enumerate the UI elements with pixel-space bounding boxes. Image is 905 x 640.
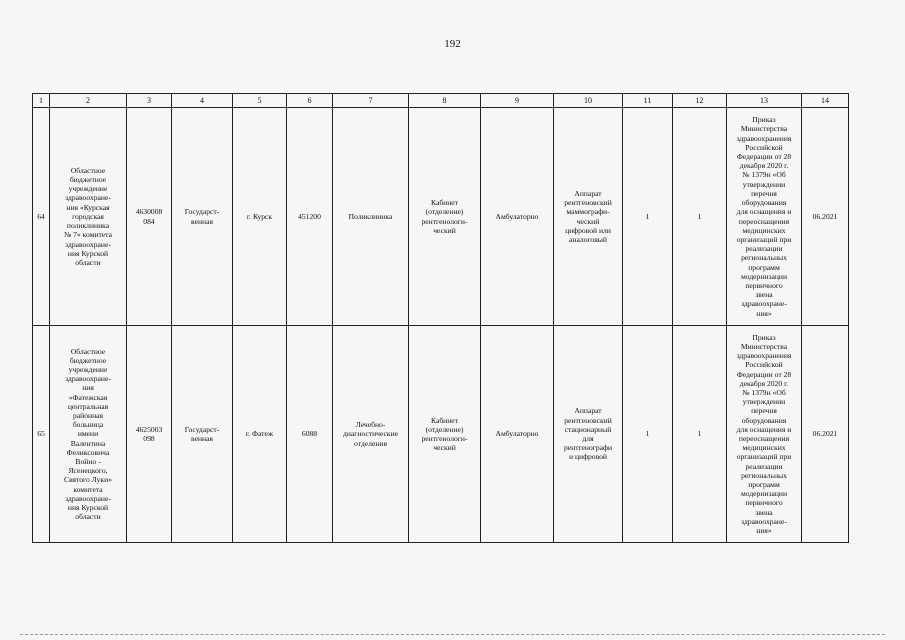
population-cell: 6088 [287, 326, 333, 543]
organization-cell: Областное бюджетное учреждение здравоохране- ния «Фатежская центральная районная больница имени Валентина Феликсовича Войно - Ясенецкого, Святого Луки» комитета здравоохране- ния Курской области [50, 326, 127, 543]
column-number-cell: 4 [172, 94, 233, 108]
care-mode-cell: Амбулаторно [481, 108, 554, 326]
care-mode-cell: Амбулаторно [481, 326, 554, 543]
quantity-cell: 1 [623, 108, 673, 326]
column-number-cell: 5 [233, 94, 287, 108]
order-reference-cell: Приказ Министерства здравоохранения Российской Федерации от 28 декабря 2020 г. № 1379н «Об утверждении перечня оборудования для оснащения и переоснащения медицинских организаций при реализации региональных программ модернизации первичного звена здравоохране- ния» [727, 108, 802, 326]
column-number-cell: 12 [673, 94, 727, 108]
equipment-cell: Аппарат рентгеновский маммографи- ческий цифровой или аналоговый [554, 108, 623, 326]
table-row [33, 108, 849, 326]
column-number-cell: 9 [481, 94, 554, 108]
date-cell: 06.2021 [802, 108, 849, 326]
population-cell: 451200 [287, 108, 333, 326]
row-number-cell: 64 [33, 108, 50, 326]
organization-cell: Областное бюджетное учреждение здравоохране- ния «Курская городская поликлиника № 7» комитета здравоохране- ния Курской области [50, 108, 127, 326]
column-number-row [33, 94, 849, 108]
department-cell: Лечебно- диагностические отделения [333, 326, 409, 543]
unit-cell: Кабинет (отделение) рентгенологи- ческий [409, 326, 481, 543]
department-cell: Поликлиника [333, 108, 409, 326]
equipment-table [32, 93, 849, 543]
code-cell: 4625003 098 [127, 326, 172, 543]
column-number-cell: 1 [33, 94, 50, 108]
column-number-cell: 11 [623, 94, 673, 108]
scan-edge-divider [20, 634, 885, 638]
column-number-cell: 10 [554, 94, 623, 108]
unit-cell: Кабинет (отделение) рентгенологи- ческий [409, 108, 481, 326]
ownership-cell: Государст- венная [172, 108, 233, 326]
code-cell: 4630008 084 [127, 108, 172, 326]
quantity-cell: 1 [623, 326, 673, 543]
quantity-cell: 1 [673, 108, 727, 326]
row-number-cell: 65 [33, 326, 50, 543]
ownership-cell: Государст- венная [172, 326, 233, 543]
order-reference-cell: Приказ Министерства здравоохранения Российской Федерации от 28 декабря 2020 г. № 1379н «Об утверждении перечня оборудования для оснащения и переоснащения медицинских организаций при реализации региональных программ модернизации первичного звена здравоохране- ния» [727, 326, 802, 543]
city-cell: г. Фатеж [233, 326, 287, 543]
table-row [33, 326, 849, 543]
column-number-cell: 8 [409, 94, 481, 108]
equipment-cell: Аппарат рентгеновский стационарный для рентгенографи и цифровой [554, 326, 623, 543]
column-number-cell: 6 [287, 94, 333, 108]
column-number-cell: 2 [50, 94, 127, 108]
column-number-cell: 3 [127, 94, 172, 108]
page-number: 192 [444, 38, 461, 50]
column-number-cell: 14 [802, 94, 849, 108]
column-number-cell: 7 [333, 94, 409, 108]
column-number-cell: 13 [727, 94, 802, 108]
quantity-cell: 1 [673, 326, 727, 543]
city-cell: г. Курск [233, 108, 287, 326]
date-cell: 06.2021 [802, 326, 849, 543]
